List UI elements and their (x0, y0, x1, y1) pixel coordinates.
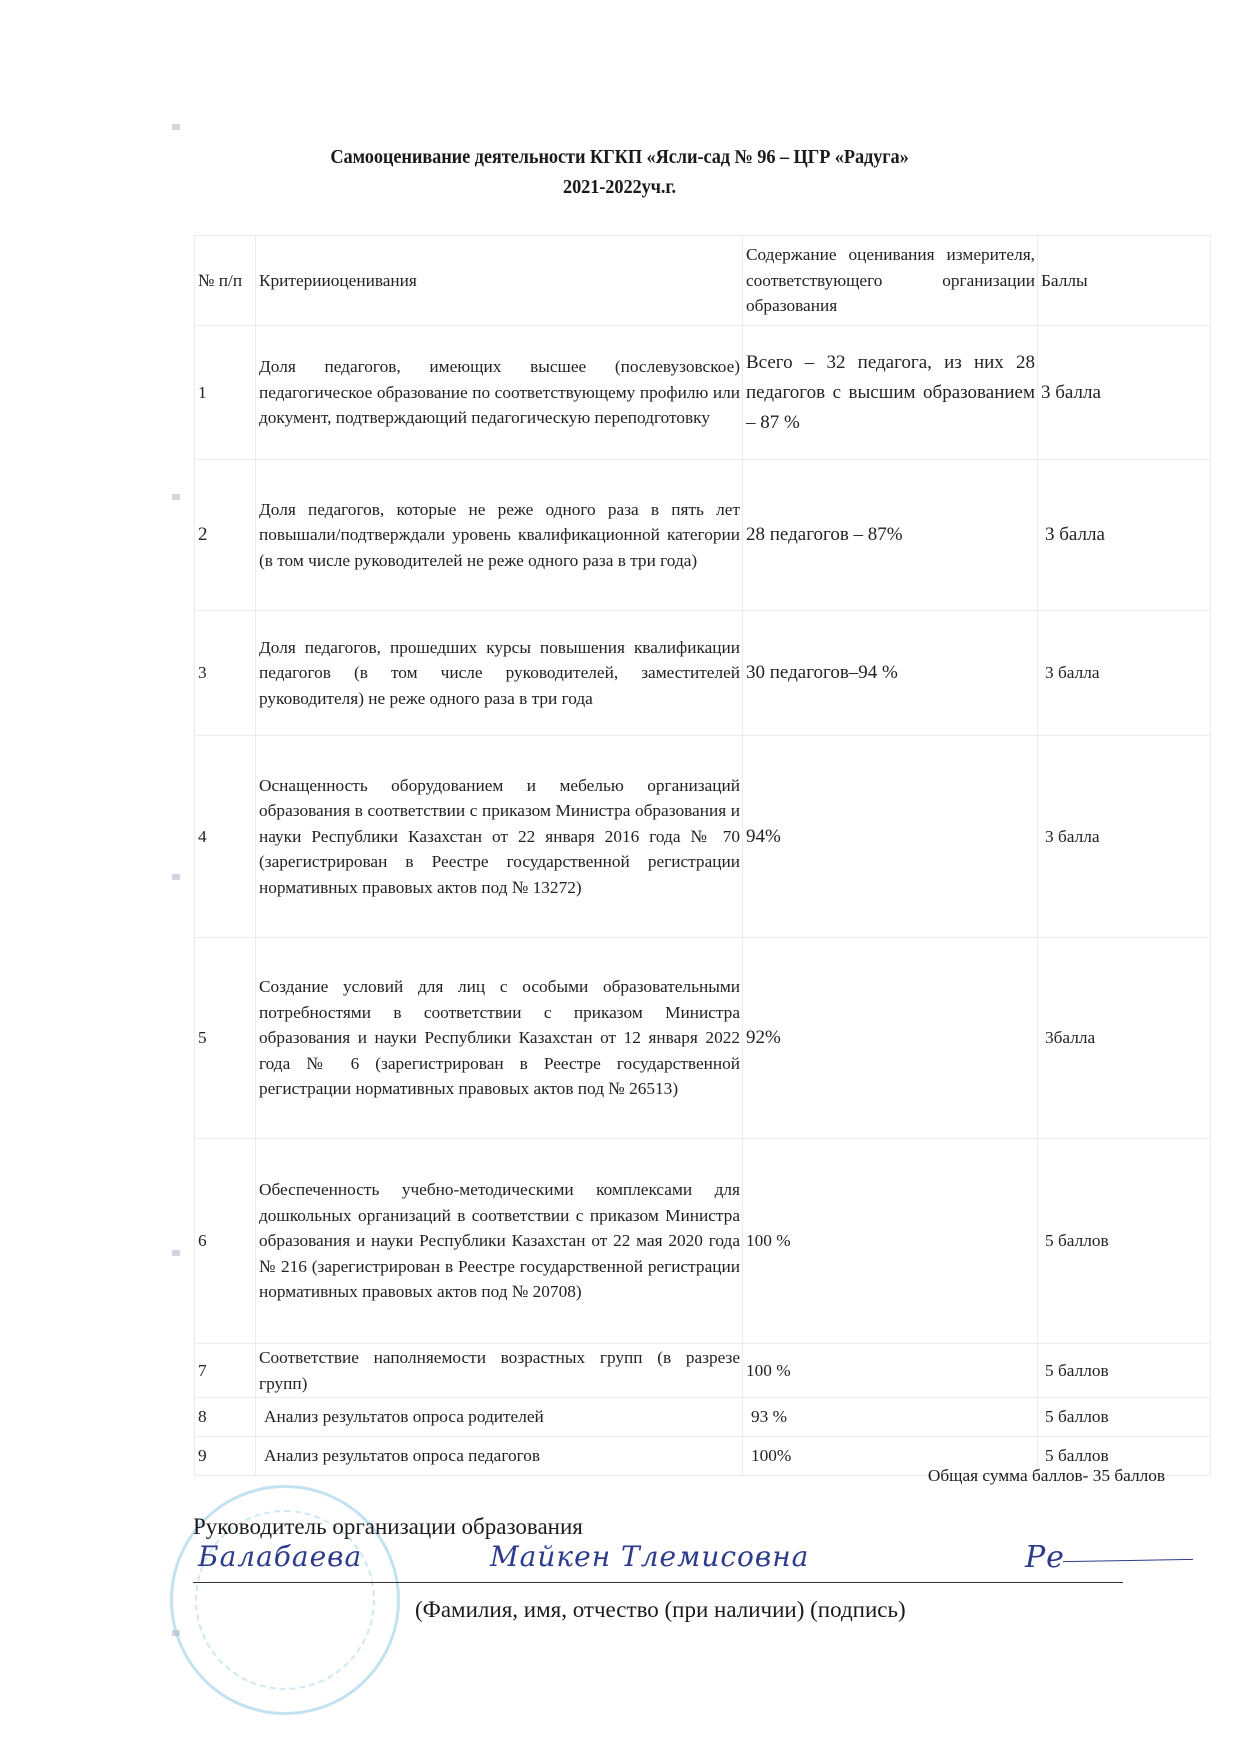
signature-line (193, 1582, 1123, 1583)
row-number: 4 (195, 736, 256, 938)
row-number: 6 (195, 1139, 256, 1344)
title-line-2: 2021-2022уч.г. (563, 177, 677, 198)
total-score: Общая сумма баллов- 35 баллов (927, 1466, 1165, 1485)
row-score: 3 балла (1038, 611, 1211, 736)
header-score: Баллы (1038, 236, 1211, 326)
table-row (195, 326, 1211, 460)
scan-artifact (172, 874, 180, 880)
signature-caption: (Фамилия, имя, отчество (при наличии) (подпись) (415, 1597, 906, 1622)
row-criteria: Доля педагогов, прошедших курсы повышения квалификации педагогов (в том числе руководителей, заместителей руководителя) не реже одного раза в три года (256, 611, 743, 736)
row-number: 7 (195, 1344, 256, 1398)
row-score: 5 баллов (1038, 1398, 1211, 1437)
row-criteria: Обеспеченность учебно-методическими комплексами для дошкольных организаций в соответствии с приказом Министра образования и науки Республики Казахстан от 22 мая 2020 года № 216 (зарегистрирован в Реестре государственной регистрации нормативных правовых актов под № 20708) (256, 1139, 743, 1344)
header-content: Содержание оценивания измерителя, соответствующего организации образования (743, 236, 1038, 326)
row-number: 3 (195, 611, 256, 736)
row-score: 3 балла (1038, 460, 1211, 611)
row-criteria: Доля педагогов, имеющих высшее (послевузовское) педагогическое образование по соответствующему профилю или документ, подтверждающий педагогическую переподготовку (256, 326, 743, 460)
row-number: 9 (195, 1437, 256, 1476)
row-score: 5 баллов (1038, 1139, 1211, 1344)
row-number: 2 (195, 460, 256, 611)
row-content: 92% (743, 938, 1038, 1139)
row-score: 3 балла (1038, 736, 1211, 938)
table-row (195, 736, 1211, 938)
signature-name: Майкен Тлемисовна (490, 1540, 810, 1573)
table-row (195, 460, 1211, 611)
signature-mark: Ре (1025, 1540, 1065, 1575)
row-content: 100 % (743, 1344, 1038, 1398)
row-criteria: Доля педагогов, которые не реже одного раза в пять лет повышали/подтверждали уровень квалификационной категории (в том числе руководителей не реже одного раза в три года) (256, 460, 743, 611)
row-content: 28 педагогов – 87% (743, 460, 1038, 611)
row-content: 100 % (743, 1139, 1038, 1344)
row-score: 3 балла (1038, 326, 1211, 460)
header-number: № п/п (195, 236, 256, 326)
row-content: 93 % (743, 1398, 1038, 1437)
table-row (195, 1139, 1211, 1344)
scan-artifact (172, 124, 180, 130)
row-content: 94% (743, 736, 1038, 938)
row-criteria: Создание условий для лиц с особыми образовательными потребностями в соответствии с приказом Министра образования и науки Республики Казахстан от 12 января 2022 года № 6 (зарегистрирован в Реестре государственной регистрации нормативных правовых актов под № 26513) (256, 938, 743, 1139)
row-content: 100% (743, 1437, 1038, 1476)
table-header-row (195, 236, 1211, 326)
row-criteria: Оснащенность оборудованием и мебелью организаций образования в соответствии с приказом Министра образования и науки Республики Казахстан от 22 января 2016 года № 70 (зарегистрирован в Реестре государственной регистрации нормативных правовых актов под № 13272) (256, 736, 743, 938)
signature-surname: Балабаева (198, 1540, 363, 1573)
row-score: 5 баллов (1038, 1437, 1211, 1476)
row-content: Всего – 32 педагога, из них 28 педагогов с высшим образованием – 87 % (743, 326, 1038, 460)
row-score: 3балла (1038, 938, 1211, 1139)
head-of-organization-label: Руководитель организации образования (193, 1514, 583, 1539)
row-number: 8 (195, 1398, 256, 1437)
table-row (195, 611, 1211, 736)
row-criteria: Соответствие наполняемости возрастных групп (в разрезе групп) (256, 1344, 743, 1398)
title-line-1: Самооценивание деятельности КГКП «Ясли-сад № 96 – ЦГР «Радуга» (330, 147, 909, 168)
scan-artifact (172, 1250, 180, 1256)
signature-stroke (1063, 1559, 1193, 1562)
document-title (37, 143, 1202, 203)
row-content: 30 педагогов–94 % (743, 611, 1038, 736)
row-criteria: Анализ результатов опроса педагогов (256, 1437, 743, 1476)
scan-artifact (172, 494, 180, 500)
row-number: 5 (195, 938, 256, 1139)
row-score: 5 баллов (1038, 1344, 1211, 1398)
header-criteria: Критерииоценивания (256, 236, 743, 326)
row-criteria: Анализ результатов опроса родителей (256, 1398, 743, 1437)
table-row (195, 1344, 1211, 1398)
table-row (195, 938, 1211, 1139)
evaluation-table (194, 235, 1211, 1476)
row-number: 1 (195, 326, 256, 460)
table-row (195, 1398, 1211, 1437)
